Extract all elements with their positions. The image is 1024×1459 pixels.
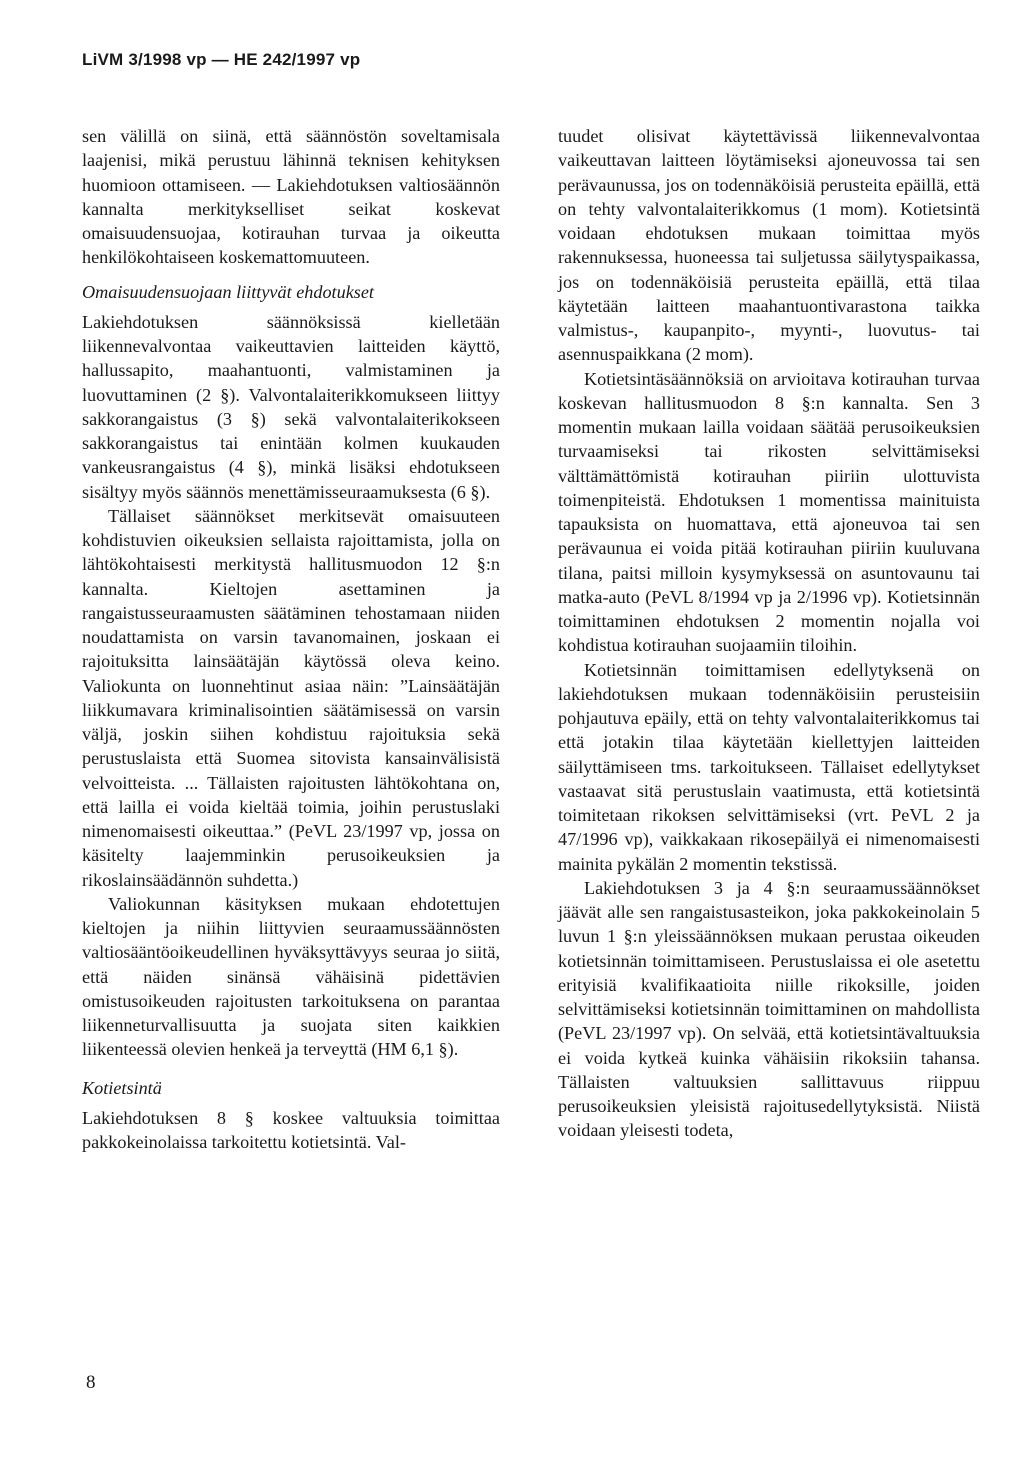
paragraph: Kotietsintäsäännöksiä on arvioitava kotirauhan turvaa koskevan hallitusmuodon 8 §:n kannalta. Sen 3 momentin mukaan lailla voidaan säätää perusoikeuksien turvaamiseksi tai rikosten selvittämiseksi välttämättömistä kotirauhan piiriin ulottuvista toimenpiteistä. Ehdotuksen 1 momentissa mainituista tapauksista on huomattava, että ajoneuvoa tai sen perävaunua ei voida pitää kotirauhan piiriin kuuluvana tilana, paitsi milloin kysymyksessä on asuntovaunu tai matka-auto (PeVL 8/1994 vp ja 2/1996 vp). Kotietsinnän toimittaminen ehdotuksen 2 momentin nojalla voi kohdistua kotirauhan suojaamiin tiloihin. [558, 368, 980, 656]
paragraph: Lakiehdotuksen 8 § koskee valtuuksia toimittaa pakkokeinolaissa tarkoitettu kotietsintä. Val- [82, 1107, 500, 1152]
paragraph: Lakiehdotuksen säännöksissä kielletään liikennevalvontaa vaikeuttavien laitteiden käyttö, hallussapito, maahantuonti, valmistaminen ja luovuttaminen (2 §). Valvontalaiterikkomukseen liittyy sakkorangaistus (3 §) sekä valvontalaiterikokseen sakkorangaistus tai enintään kolmen kuukauden vankeusrangaistus (4 §), minkä lisäksi ehdotukseen sisältyy myös säännös menettämisseuraamuksesta (6 §). [82, 311, 500, 502]
paragraph: Kotietsinnän toimittamisen edellytyksenä on lakiehdotuksen mukaan todennäköisiin perusteisiin pohjautuva epäily, että on tehty valvontalaiterikkomus tai että jotakin tilaa käytetään kiellettyjen laitteiden säilyttämiseen tms. tarkoitukseen. Tällaiset edellytykset vastaavat sitä perustuslain vaatimusta, että kotietsintä toimitetaan rikoksen selvittämiseksi (vrt. PeVL 2 ja 47/1996 vp), vaikkakaan rikosepäilyä ei nimenomaisesti mainita pykälän 2 momentin tekstissä. [558, 659, 980, 874]
paragraph: sen välillä on siinä, että säännöstön soveltamisala laajenisi, mikä perustuu lähinnä teknisen kehityksen huomioon ottamiseen. — Lakiehdotuksen valtiosäännön kannalta merkitykselliset seikat koskevat omaisuudensuojaa, kotirauhan turvaa ja oikeutta henkilökohtaiseen koskemattomuuteen. [82, 126, 500, 268]
page-number: 8 [86, 1372, 96, 1393]
document-header: LiVM 3/1998 vp — HE 242/1997 vp [82, 50, 361, 69]
right-column [558, 124, 980, 1143]
section-heading-omaisuudensuoja: Omaisuudensuojaan liittyvät ehdotukset [82, 281, 374, 302]
section-heading-kotietsinta: Kotietsintä [82, 1077, 162, 1098]
paragraph: Valiokunnan käsityksen mukaan ehdotettujen kieltojen ja niihin liittyvien seuraamussäännösten valtiosääntöoikeudellinen hyväksyttävyys seuraa jo siitä, että näiden sinänsä vähäisinä pidettävien omistusoikeuden rajoitusten tarkoituksena on parantaa liikenneturvallisuutta ja suojata siten kaikkien liikenteessä olevien henkeä ja terveyttä (HM 6,1 §). [82, 893, 500, 1060]
paragraph: Lakiehdotuksen 3 ja 4 §:n seuraamussäännökset jäävät alle sen rangaistusasteikon, joka pakkokeinolain 5 luvun 1 §:n yleissäännöksen mukaan perustaa oikeuden kotietsinnän toimittamiseen. Perustuslaissa ei ole asetettu erityisiä kvalifikaatioita niille rikoksille, joiden selvittämiseksi kotietsinnän toimittaminen on mahdollista (PeVL 23/1997 vp). On selvää, että kotietsintävaltuuksia ei voida kytkeä kuinka vähäisiin rikoksiin tahansa. Tällaisten valtuuksien sallittavuus riippuu perusoikeuksien yleisistä rajoitusedellytyksistä. Niistä voidaan yleisesti todeta, [558, 877, 980, 1141]
paragraph: tuudet olisivat käytettävissä liikennevalvontaa vaikeuttavan laitteen löytämiseksi ajoneuvossa tai sen perävaunussa, jos on todennäköisiä perusteita epäillä, että on tehty valvontalaiterikkomus (1 mom). Kotietsintä voidaan ehdotuksen mukaan toimittaa myös rakennuksessa, huoneessa tai suljetussa säilytyspaikassa, jos on todennäköisiä perusteita epäillä, että tilaa käytetään laitteen maahantuontivarastona taikka valmistus-, kaupanpito-, myynti-, luovutus- tai asennuspaikkana (2 mom). [558, 126, 980, 365]
paragraph: Tällaiset säännökset merkitsevät omaisuuteen kohdistuvien oikeuksien sellaista rajoittamista, jolla on lähtökohtaisesti merkitystä hallitusmuodon 12 §:n kannalta. Kieltojen asettaminen ja rangaistusseuraamusten säätäminen tehostamaan niiden noudattamista on varsin tavanomainen, joskaan ei rajoituksitta lainsäätäjän käytössä oleva keino. Valiokunta on luonnehtinut asiaa näin: ”Lainsäätäjän liikkumavara kriminalisointien säätämisessä on varsin väljä, joskin siihen kohdistuu rajoituksia sekä perustuslaista että Suomea sitovista kansainvälisistä velvoitteista. ... Tällaisten rajoitusten lähtökohtana on, että lailla ei voida kieltää toimia, joihin perustuslaki nimenomaisesti oikeuttaa.” (PeVL 23/1997 vp, jossa on käsitelty laajemminkin perusoikeuksien ja rikoslainsäädännön suhdetta.) [82, 505, 500, 890]
left-column [82, 124, 500, 1154]
